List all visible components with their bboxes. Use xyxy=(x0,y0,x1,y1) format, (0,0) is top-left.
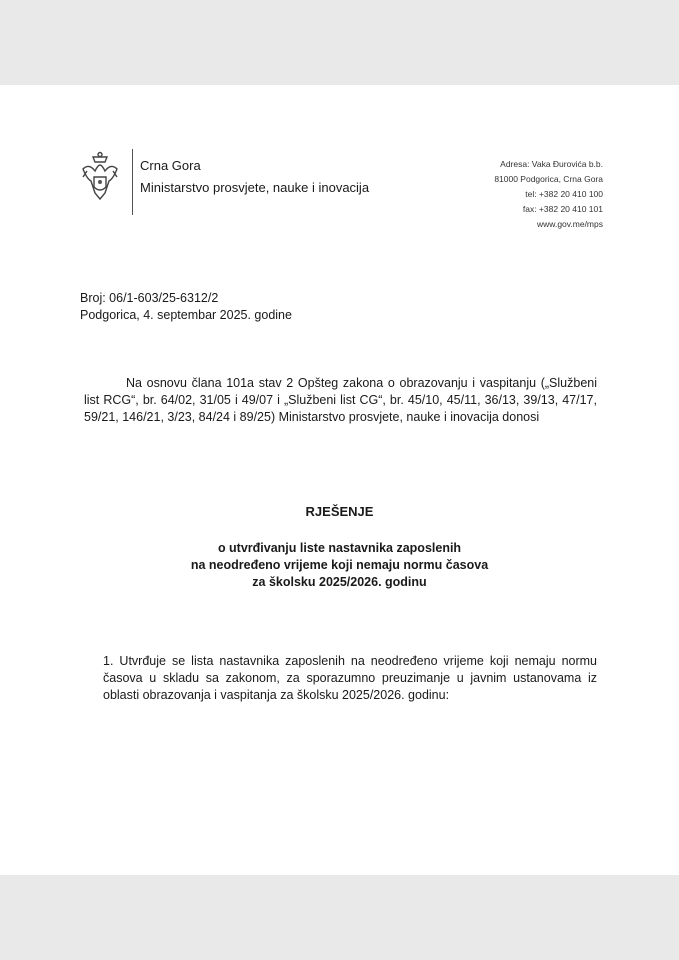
address-line: Adresa: Vaka Đurovića b.b. xyxy=(500,159,603,169)
address-line: 81000 Podgorica, Crna Gora xyxy=(494,174,603,184)
ministry-name: Ministarstvo prosvjete, nauke i inovacija xyxy=(140,180,370,195)
document-page xyxy=(0,85,679,875)
phone-line: tel: +382 20 410 100 xyxy=(525,189,603,199)
preamble-paragraph: Na osnovu člana 101a stav 2 Opšteg zakona o obrazovanju i vaspitanju („Službeni list RCG“, br. 64/02, 31/05 i 49/07 i „Službeni list CG“, br. 45/10, 45/11, 36/13, 39/13, 47/17, 59/21, 146/21, 3/23, 84/24 i 89/25) Ministarstvo prosvjete, nauke i inovacija donosi xyxy=(84,376,597,424)
decision-item-1: 1. Utvrđuje se lista nastavnika zaposlenih na neodređeno vrijeme koji nemaju normu časova u skladu sa zakonom, za sporazumno preuzimanje u javnim ustanovama iz oblasti obrazovanja i vaspitanja za školsku 2025/2026. godinu: xyxy=(103,654,597,702)
country-name: Crna Gora xyxy=(140,158,201,173)
reference-block xyxy=(80,290,292,324)
address-block xyxy=(494,157,603,232)
decision-title: RJEŠENJE xyxy=(305,504,374,519)
subtitle-line: o utvrđivanju liste nastavnika zaposlenih xyxy=(217,541,462,555)
coat-of-arms-icon xyxy=(79,151,121,203)
fax-line: fax: +382 20 410 101 xyxy=(522,204,603,214)
header-divider xyxy=(132,149,133,215)
place-date: Podgorica, 4. septembar 2025. godine xyxy=(80,308,292,322)
subtitle-line: na neodređeno vrijeme koji nemaju normu časova xyxy=(190,558,489,572)
ministry-header xyxy=(140,155,369,199)
subtitle-line: za školsku 2025/2026. godinu xyxy=(252,575,427,589)
decision-subtitle xyxy=(0,540,679,591)
reference-number: Broj: 06/1-603/25-6312/2 xyxy=(80,291,219,305)
website-line: www.gov.me/mps xyxy=(537,219,603,229)
